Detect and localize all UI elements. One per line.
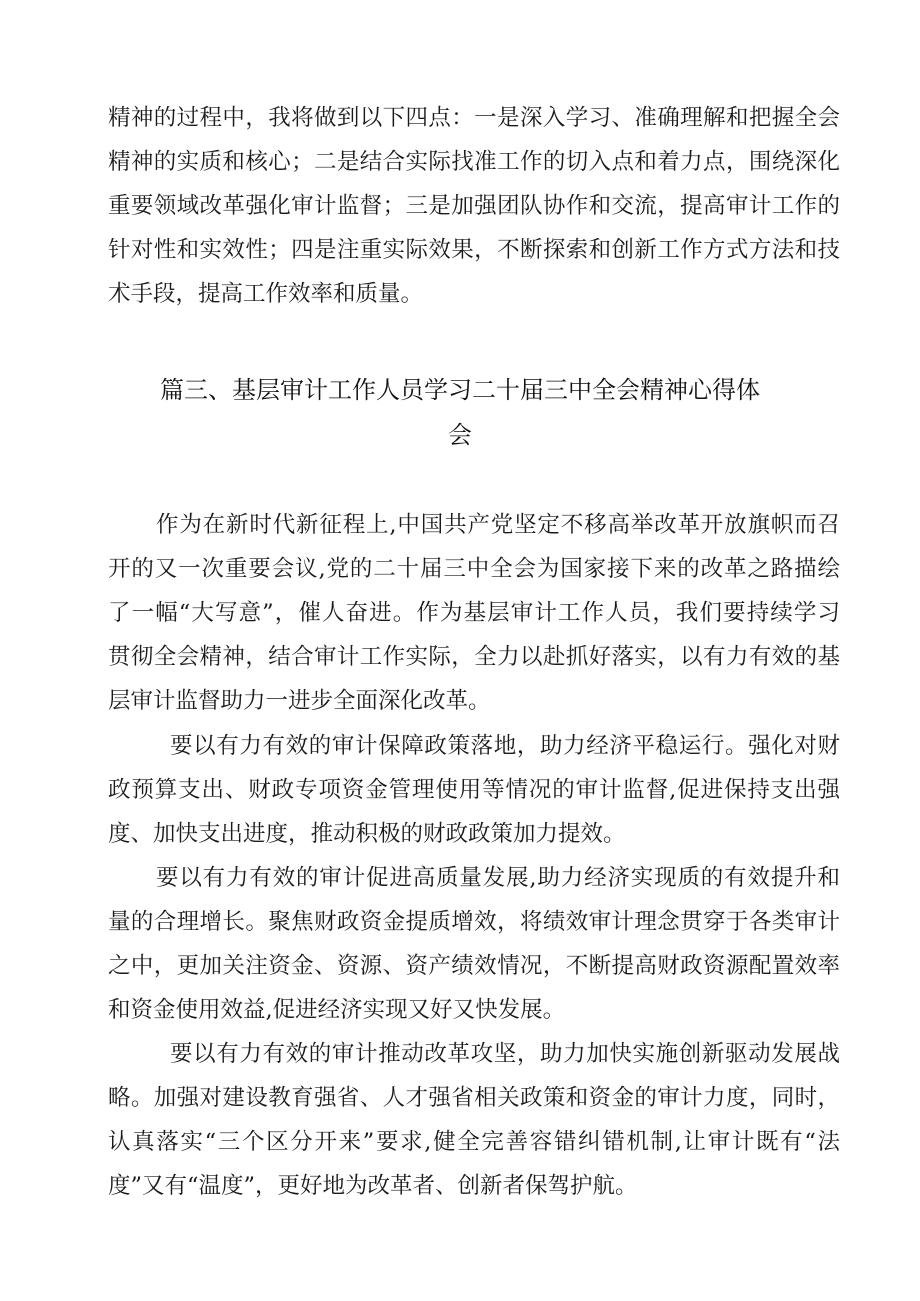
paragraph-3-line: 和资金使用效益,促进经济实现又好又快发展。 bbox=[108, 997, 566, 1023]
paragraph-4-line: 要以有力有效的审计推动改革攻坚，助力加快实施创新驱动发展战 bbox=[170, 1041, 840, 1067]
section-title-line-1: 篇三、基层审计工作人员学习二十届三中全会精神心得体 bbox=[160, 376, 760, 404]
paragraph-1-line: 作为在新时代新征程上,中国共产党坚定不移高举改革开放旗帜而召 bbox=[156, 512, 840, 538]
paragraph-2-line: 政预算支出、财政专项资金管理使用等情况的审计监督,促进保持支出强 bbox=[108, 777, 840, 803]
section-title-line-2: 会 bbox=[448, 421, 472, 449]
intro-line: 针对性和实效性；四是注重实际效果，不断探索和创新工作方式方法和技 bbox=[108, 237, 840, 263]
intro-line: 精神的过程中，我将做到以下四点：一是深入学习、准确理解和把握全会 bbox=[108, 105, 840, 131]
paragraph-4-line: 度”又有“温度”，更好地为改革者、创新者保驾护航。 bbox=[108, 1173, 638, 1199]
paragraph-4-line: 认真落实“三个区分开来”要求,健全完善容错纠错机制,让审计既有“法 bbox=[108, 1129, 840, 1155]
paragraph-1-line: 了一幅“大写意”，催人奋进。作为基层审计工作人员，我们要持续学习 bbox=[108, 600, 840, 626]
paragraph-3-line: 量的合理增长。聚焦财政资金提质增效，将绩效审计理念贯穿于各类审计 bbox=[108, 909, 840, 935]
intro-line: 术手段，提高工作效率和质量。 bbox=[108, 281, 424, 307]
intro-line: 精神的实质和核心；二是结合实际找准工作的切入点和着力点，围绕深化 bbox=[108, 149, 840, 175]
paragraph-3-line: 要以有力有效的审计促进高质量发展,助力经济实现质的有效提升和 bbox=[156, 865, 840, 891]
paragraph-2-line: 度、加快支出进度，推动积极的财政政策加力提效。 bbox=[108, 821, 626, 847]
paragraph-1-line: 层审计监督助力一进步全面深化改革。 bbox=[108, 688, 491, 714]
paragraph-2-line: 要以有力有效的审计保障政策落地，助力经济平稳运行。强化对财 bbox=[170, 733, 840, 759]
paragraph-4-line: 略。加强对建设教育强省、人才强省相关政策和资金的审计力度，同时， bbox=[108, 1085, 840, 1111]
paragraph-1-line: 贯彻全会精神，结合审计工作实际，全力以赴抓好落实，以有力有效的基 bbox=[108, 644, 840, 670]
intro-line: 重要领域改革强化审计监督；三是加强团队协作和交流，提高审计工作的 bbox=[108, 193, 840, 219]
paragraph-3-line: 之中，更加关注资金、资源、资产绩效情况，不断提高财政资源配置效率 bbox=[108, 953, 840, 979]
paragraph-1-line: 开的又一次重要会议,党的二十届三中全会为国家接下来的改革之路描绘 bbox=[108, 556, 840, 582]
